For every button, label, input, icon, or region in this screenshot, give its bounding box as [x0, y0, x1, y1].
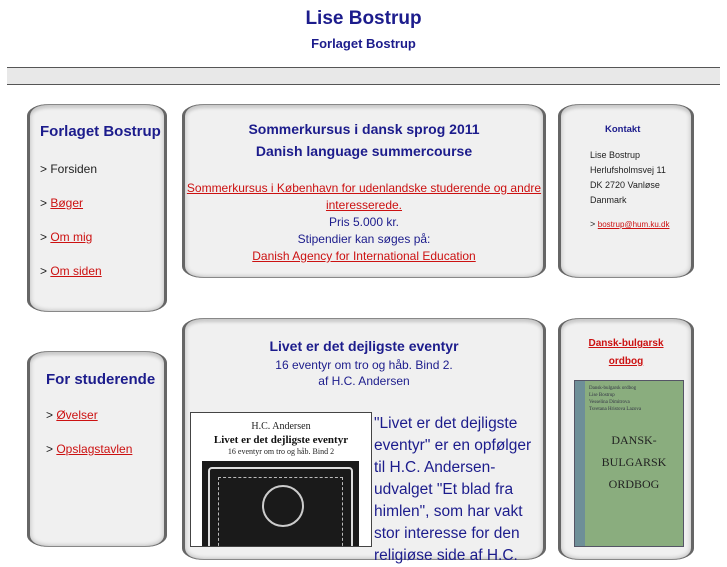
nav-item-forsiden[interactable]: > Forsiden [40, 162, 98, 176]
nav-link-om-siden[interactable]: Om siden [50, 264, 102, 278]
main-nav-box [27, 104, 167, 312]
dictionary-link[interactable]: Dansk-bulgarsk ordbog [588, 338, 664, 367]
header-divider-bar [7, 67, 720, 85]
book-author: af H.C. Andersen [318, 374, 410, 388]
contact-email-row: > bostrup@hum.ku.dk [590, 219, 670, 229]
nav-item-ovelser[interactable]: > Øvelser [46, 408, 98, 422]
students-nav-title: For studerende [46, 371, 156, 388]
students-nav-box [27, 351, 167, 547]
nav-item-opslagstavlen[interactable]: > Opslagstavlen [46, 442, 133, 456]
nav-link-ovelser[interactable]: Øvelser [56, 408, 98, 422]
contact-box [558, 104, 694, 278]
site-title: Lise Bostrup [305, 8, 422, 29]
contact-name: Lise Bostrup [590, 150, 641, 160]
book-cover-illustration [202, 461, 359, 547]
course-info-link[interactable]: Sommerkursus i København for udenlandske studerende og andre interesserede. [186, 181, 542, 212]
course-price: Pris 5.000 kr. [328, 215, 400, 229]
book-title: Livet er det dejligste eventyr [269, 338, 459, 354]
contact-title: Kontakt [605, 124, 641, 135]
dictionary-cover-header: Dansk-bulgarsk ordbog Lise Bostrup Vesselina Dimitrova Tsvetana Hristova Lazova [589, 386, 642, 412]
course-title: Sommerkursus i dansk sprog 2011 [248, 121, 480, 137]
nav-link-om-mig[interactable]: Om mig [50, 230, 93, 244]
course-title-english: Danish language summercourse [255, 143, 473, 159]
contact-email-link[interactable]: bostrup@hum.ku.dk [597, 220, 670, 229]
book-cover-image[interactable]: H.C. Andersen Livet er det dejligste eventyr 16 eventyr om tro og håb. Bind 2 [190, 412, 372, 547]
main-nav-title: Forlaget Bostrup [40, 123, 161, 140]
contact-city: DK 2720 Vanløse [590, 180, 660, 190]
contact-street: Herlufsholmsvej 11 [590, 165, 666, 175]
nav-link-boger[interactable]: Bøger [50, 196, 84, 210]
site-header [0, 8, 727, 51]
main-nav-list [40, 162, 166, 278]
dictionary-spine [575, 381, 585, 546]
nav-item-om-mig[interactable]: > Om mig [40, 230, 93, 244]
dictionary-cover-word-1: DANSK- [611, 433, 657, 447]
nav-item-boger[interactable]: > Bøger [40, 196, 84, 210]
book-subtitle: 16 eventyr om tro og håb. Bind 2. [275, 358, 453, 372]
nav-item-om-siden[interactable]: > Om siden [40, 264, 102, 278]
dictionary-cover-image[interactable] [574, 380, 684, 547]
course-box [182, 104, 546, 278]
book-description: "Livet er det dejligste eventyr" er en opfølger til H.C. Andersen-udvalget "Et blad fra himlen", som har vakt stor interesse for den religiøse side af H.C. [374, 415, 532, 564]
grants-agency-link[interactable]: Danish Agency for International Education [252, 249, 476, 263]
contact-country: Danmark [590, 195, 627, 205]
course-grants-text: Stipendier kan søges på: [297, 232, 431, 246]
nav-link-opslagstavlen[interactable]: Opslagstavlen [56, 442, 133, 456]
nav-item-label: Forsiden [50, 162, 98, 176]
dictionary-cover-word-2: BULGARSK [601, 455, 667, 469]
site-subtitle: Forlaget Bostrup [311, 36, 416, 51]
dictionary-cover-word-3: ORDBOG [608, 477, 660, 491]
